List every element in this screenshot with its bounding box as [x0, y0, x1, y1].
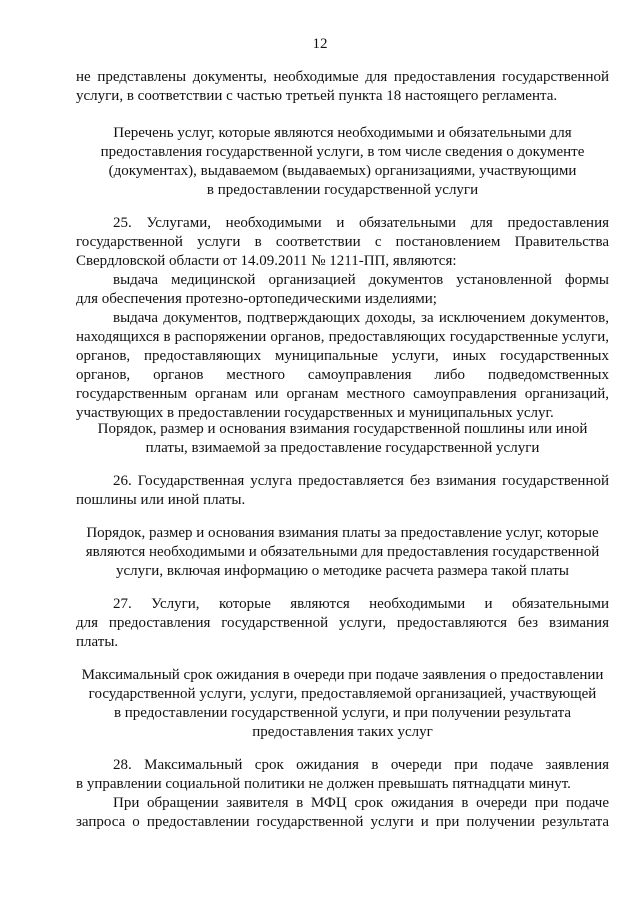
body-text-line: государственной услуги в соответствии с постановлением Правительства [76, 234, 609, 250]
page-number: 12 [312, 36, 328, 52]
body-text-line: участвующих в предоставлении государственных и муниципальных услуг. [76, 405, 554, 421]
section-heading-line: услуги, включая информацию о методике расчета размера такой платы [116, 563, 569, 579]
section-heading-line: в предоставлении государственной услуги, и при получении результата [113, 705, 572, 721]
body-text-line: находящихся в распоряжении органов, предоставляющих государственные услуги, [76, 329, 609, 345]
body-text-line: 27. Услуги, которые являются необходимыми и обязательными [113, 596, 609, 612]
body-text-line: Свердловской области от 14.09.2011 № 1211-ПП, являются: [76, 253, 457, 269]
body-text-line: 28. Максимальный срок ожидания в очереди при подаче заявления [113, 757, 609, 773]
section-heading-line: предоставления государственной услуги, в том числе сведения о документе [100, 144, 585, 160]
body-text-line: 26. Государственная услуга предоставляется без взимания государственной [113, 473, 609, 489]
section-heading-line: платы, взимаемой за предоставление государственной услуги [145, 440, 540, 456]
section-heading-line: Порядок, размер и основания взимания платы за предоставление услуг, которые [86, 525, 599, 541]
body-text-line: в управлении социальной политики не должен превышать пятнадцати минут. [76, 776, 571, 792]
body-text-line: выдача медицинской организацией документов установленной формы [113, 272, 609, 288]
body-text-line: 25. Услугами, необходимыми и обязательными для предоставления [113, 215, 609, 231]
body-text-line: услуги, в соответствии с частью третьей пункта 18 настоящего регламента. [76, 88, 558, 104]
body-text-line: При обращении заявителя в МФЦ срок ожидания в очереди при подаче [113, 795, 609, 811]
body-text-line: выдача документов, подтверждающих доходы, за исключением документов, [113, 310, 609, 326]
section-heading-line: предоставления таких услуг [252, 724, 433, 740]
section-heading-line: (документах), выдаваемом (выдаваемых) организациями, участвующими [108, 163, 577, 179]
body-text-line: платы. [76, 634, 119, 650]
body-text-line: пошлины или иной платы. [76, 492, 246, 508]
section-heading-line: являются необходимыми и обязательными для предоставления государственной [85, 544, 600, 560]
body-text-line: государственным органам или органам местного самоуправления организаций, [76, 386, 609, 402]
body-text-line: органов, предоставляющих муниципальные услуги, иных государственных [76, 348, 609, 364]
body-text-line: для предоставления государственной услуги, предоставляются без взимания [76, 615, 609, 631]
section-heading-line: Порядок, размер и основания взимания государственной пошлины или иной [97, 421, 588, 437]
section-heading-line: Перечень услуг, которые являются необходимыми и обязательными для [113, 125, 572, 141]
section-heading-line: в предоставлении государственной услуги [206, 182, 479, 198]
section-heading-line: государственной услуги, услуги, предоставляемой организацией, участвующей [88, 686, 597, 702]
section-heading-line: Максимальный срок ожидания в очереди при подаче заявления о предоставлении [81, 667, 604, 683]
body-text-line: для обеспечения протезно-ортопедическими изделиями; [76, 291, 437, 307]
body-text-line: органов, органов местного самоуправления либо подведомственных [76, 367, 609, 383]
body-text-line: запроса о предоставлении государственной услуги и при получении результата [76, 814, 609, 830]
body-text-line: не представлены документы, необходимые для предоставления государственной [76, 69, 609, 85]
